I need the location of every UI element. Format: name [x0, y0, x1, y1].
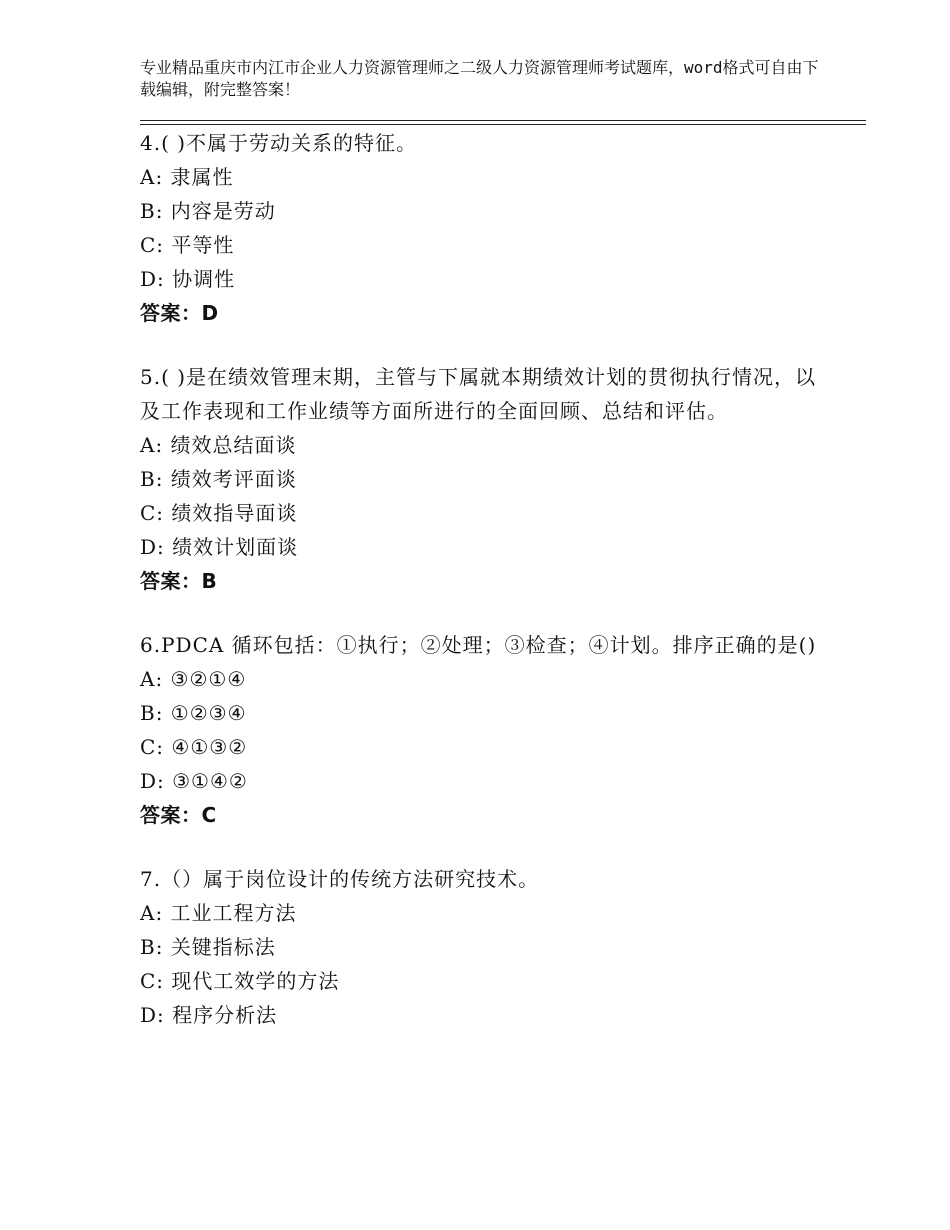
option-c: C: 绩效指导面谈: [140, 501, 298, 525]
option-a: A: 工业工程方法: [140, 901, 297, 925]
answer: 答案：B: [140, 569, 218, 593]
question-text: 6.PDCA 循环包括：①执行；②处理；③检查；④计划。排序正确的是(): [140, 633, 817, 657]
option-a: A: ③②①④: [140, 667, 247, 691]
answer: 答案：D: [140, 301, 219, 325]
header-double-rule: [140, 120, 866, 125]
option-d: D: 协调性: [140, 267, 236, 291]
option-d: D: 绩效计划面谈: [140, 535, 299, 559]
option-d: D: 程序分析法: [140, 1003, 278, 1027]
option-b: B: ①②③④: [140, 701, 247, 725]
question-text: 7.（）属于岗位设计的传统方法研究技术。: [140, 867, 540, 891]
option-a: A: 隶属性: [140, 165, 234, 189]
question-6: [140, 628, 820, 832]
question-7: [140, 862, 820, 1032]
option-c: C: ④①③②: [140, 735, 248, 759]
option-b: B: 内容是劳动: [140, 199, 276, 223]
option-c: C: 现代工效学的方法: [140, 969, 340, 993]
answer: 答案：C: [140, 803, 217, 827]
question-list: [140, 126, 820, 1062]
option-a: A: 绩效总结面谈: [140, 433, 297, 457]
option-b: B: 绩效考评面谈: [140, 467, 297, 491]
question-5: [140, 360, 820, 598]
question-text: 5.( )是在绩效管理末期，主管与下属就本期绩效计划的贯彻执行情况，以及工作表现和工作业绩等方面所进行的全面回顾、总结和评估。: [140, 365, 817, 423]
question-4: [140, 126, 820, 330]
option-b: B: 关键指标法: [140, 935, 276, 959]
option-d: D: ③①④②: [140, 769, 248, 793]
question-text: 4.( )不属于劳动关系的特征。: [140, 131, 418, 155]
header-title: 专业精品重庆市内江市企业人力资源管理师之二级人力资源管理师考试题库，word格式可自由下载编辑，附完整答案！: [140, 58, 819, 99]
option-c: C: 平等性: [140, 233, 235, 257]
